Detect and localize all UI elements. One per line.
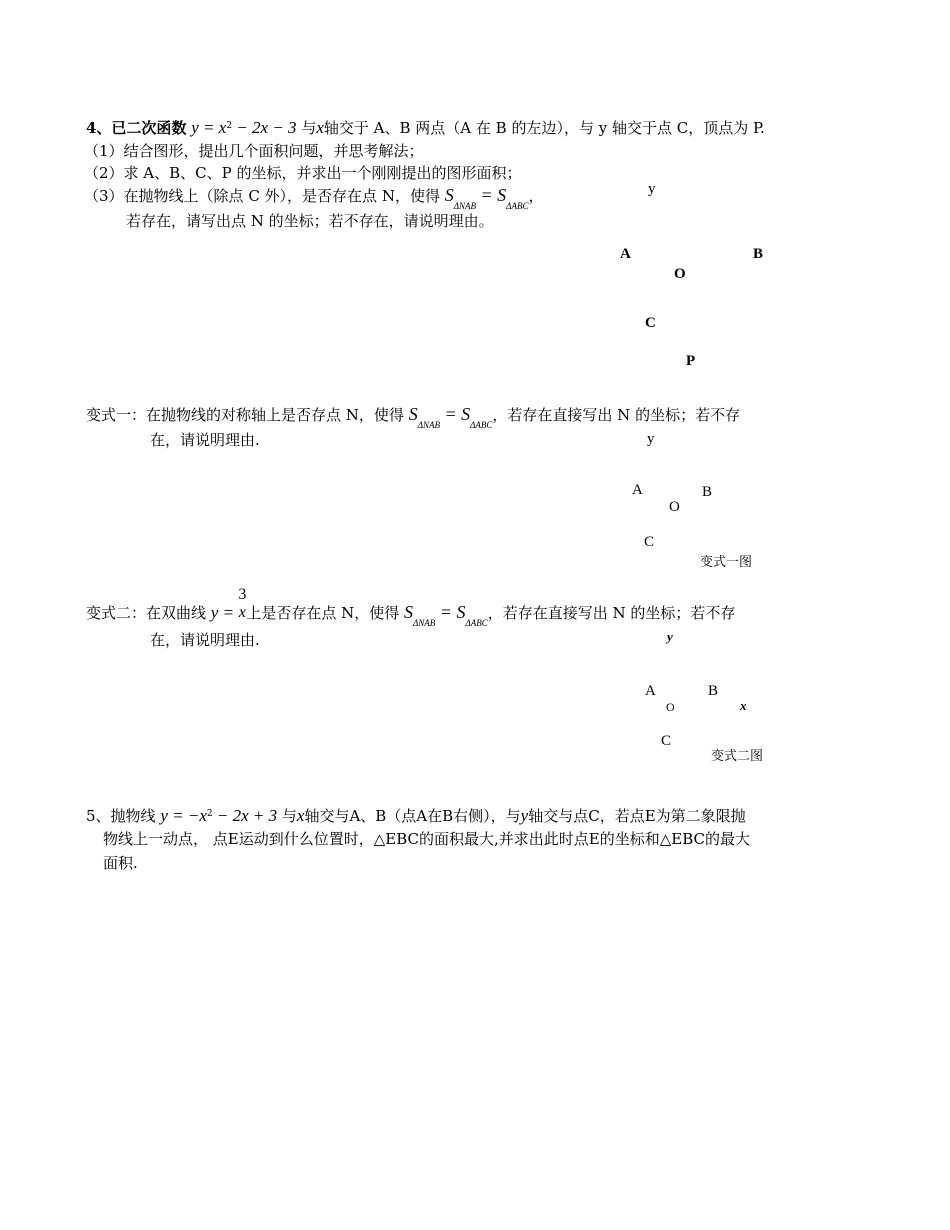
subscript-nab: ΔNAB <box>413 618 436 629</box>
variant-2-mid: 上是否存在点 N，使得 <box>246 604 400 623</box>
equals-area: = S <box>435 602 466 623</box>
question-2: （2）求 A、B、C、P 的坐标，并求出一个刚刚提出的图形面积； <box>84 164 522 182</box>
variant-1-prefix: 变式一：在抛物线的对称轴上是否存点 N，使得 <box>86 406 404 424</box>
fig1-y-label: y <box>647 431 655 447</box>
y-var: y <box>520 806 529 825</box>
variant-1-suffix: ，若存在直接写出 N 的坐标；若不存 <box>492 406 741 424</box>
problem-5-mid2: 轴交与A、B（点A在B右侧），与 <box>304 807 521 825</box>
question-1: （1）结合图形，提出几个面积问题，并思考解法； <box>84 142 424 160</box>
fig4-a-label: A <box>620 246 631 262</box>
equals-area: = S <box>476 185 507 205</box>
area-symbol: S <box>408 404 418 424</box>
formula-y: y <box>160 806 168 825</box>
fig2-caption: 变式二图 <box>711 749 764 764</box>
fig1-b-label: B <box>702 484 713 500</box>
formula-rest: − 2x + 3 <box>212 806 278 825</box>
formula-exponent: 2 <box>206 809 213 819</box>
variant-2-prefix: 变式二：在双曲线 <box>86 604 207 623</box>
question-3-prefix: （3）在抛物线上（除点 C 外），是否存在点 N，使得 <box>84 187 440 205</box>
fig1-caption: 变式一图 <box>700 555 753 570</box>
problem-5-suffix: 轴交与点C，若点E为第二象限抛 <box>528 807 746 825</box>
fraction-numerator: 3 <box>238 586 247 603</box>
x-var: x <box>296 806 305 825</box>
problem-5-line-1 <box>86 807 746 824</box>
problem-5-mid: 与 <box>281 807 297 825</box>
subscript-abc: ΔABC <box>470 420 493 430</box>
formula-exponent: 2 <box>226 121 233 131</box>
hyperbola-eq: = <box>218 603 239 623</box>
formula-y: y <box>191 118 199 137</box>
hyperbola-y: y <box>210 603 219 623</box>
fig2-a-label: A <box>645 683 656 699</box>
fig1-a-label: A <box>632 482 643 498</box>
area-symbol: S <box>404 602 414 623</box>
area-symbol: S <box>444 185 454 205</box>
subscript-nab: ΔNAB <box>417 420 440 430</box>
problem-5-line-2: 物线上一动点， 点E运动到什么位置时，△EBC的面积最大,并求出此时点E的坐标和△EBC的最大 <box>103 830 750 848</box>
variant-1-line-2: 在，请说明理由. <box>150 431 260 449</box>
problem-5-line-3: 面积. <box>103 854 138 872</box>
variant-2-suffix: ，若存在直接写出 N 的坐标；若不存 <box>487 604 736 623</box>
fraction-denominator: x <box>238 604 246 622</box>
subscript-abc: ΔABC <box>465 618 488 629</box>
problem-4-intro: 4、已二次函数 <box>86 119 187 137</box>
fig2-c-label: C <box>661 733 672 749</box>
fig4-b-label: B <box>753 246 764 262</box>
fig2-o-label: O <box>666 700 675 714</box>
variant-2-line-2: 在，请说明理由. <box>150 631 260 649</box>
question-3-line-2: 若存在，请写出点 N 的坐标；若不存在，请说明理由。 <box>126 212 494 230</box>
x-var: x <box>316 118 324 137</box>
equals-area: = S <box>439 404 471 424</box>
question-3-comma: ， <box>528 187 544 205</box>
subscript-nab: ΔNAB <box>453 201 477 211</box>
problem-4-mid: 与 <box>301 119 317 137</box>
subscript-abc: ΔABC <box>506 201 529 211</box>
fig4-c-label: C <box>645 315 656 331</box>
fig2-y-label: y <box>667 629 673 644</box>
fig2-x-label: x <box>740 698 747 713</box>
fig1-c-label: C <box>644 534 655 550</box>
formula-eq: = −x <box>167 806 207 825</box>
fig4-y-label: y <box>648 181 656 197</box>
problem-4-line-1 <box>86 119 765 136</box>
problem-4-suffix: 轴交于 A、B 两点（A 在 B 的左边），与 y 轴交于点 C，顶点为 P. <box>323 119 765 137</box>
fig1-o-label: O <box>669 499 680 515</box>
fig2-b-label: B <box>708 683 719 699</box>
formula-rest: − 2x − 3 <box>232 118 297 137</box>
formula-eq: = x <box>198 118 227 137</box>
problem-5-prefix: 5、抛物线 <box>86 807 156 825</box>
fig4-o-label: O <box>674 266 686 282</box>
fig4-p-label: P <box>686 353 696 369</box>
